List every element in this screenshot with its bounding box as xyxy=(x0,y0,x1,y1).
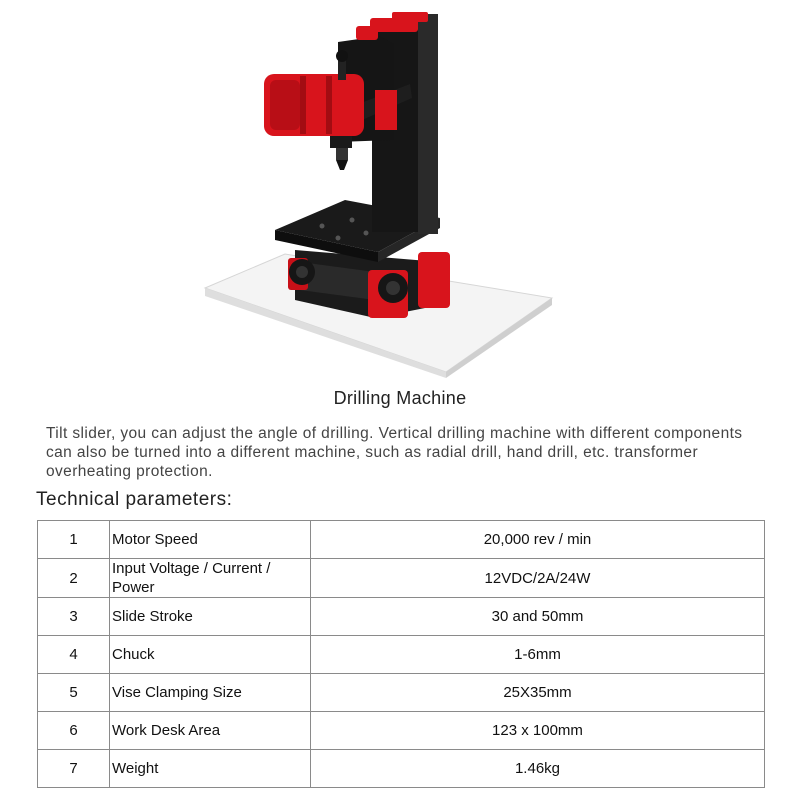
parameter-name: Weight xyxy=(110,750,311,788)
table-row xyxy=(38,674,765,712)
parameter-value: 123 x 100mm xyxy=(311,712,765,750)
parameter-value: 1-6mm xyxy=(311,636,765,674)
table-row xyxy=(38,559,765,598)
parameter-value: 1.46kg xyxy=(311,750,765,788)
product-description: Tilt slider, you can adjust the angle of drilling. Vertical drilling machine with different components can also be turned into a different machine, such as radial drill, hand drill, etc. transformer overheating protection. xyxy=(46,425,743,480)
parameter-name: Slide Stroke xyxy=(110,598,311,636)
parameter-name: Vise Clamping Size xyxy=(110,674,311,712)
row-number: 1 xyxy=(38,521,110,559)
product-caption: Drilling Machine xyxy=(333,388,467,408)
parameter-value: 20,000 rev / min xyxy=(311,521,765,559)
row-number: 5 xyxy=(38,674,110,712)
parameter-value: 30 and 50mm xyxy=(311,598,765,636)
row-number: 2 xyxy=(38,559,110,598)
technical-parameters-table xyxy=(37,520,765,788)
drilling-machine-image xyxy=(200,8,560,378)
section-title: Technical parameters: xyxy=(36,489,233,510)
table-row xyxy=(38,712,765,750)
table-row xyxy=(38,598,765,636)
row-number: 7 xyxy=(38,750,110,788)
parameter-name: Motor Speed xyxy=(110,521,311,559)
table-row xyxy=(38,750,765,788)
parameter-name: Input Voltage / Current / Power xyxy=(110,559,311,598)
parameter-value: 25X35mm xyxy=(311,674,765,712)
row-number: 3 xyxy=(38,598,110,636)
parameter-value: 12VDC/2A/24W xyxy=(311,559,765,598)
parameter-name: Chuck xyxy=(110,636,311,674)
row-number: 6 xyxy=(38,712,110,750)
parameter-name: Work Desk Area xyxy=(110,712,311,750)
row-number: 4 xyxy=(38,636,110,674)
table-row xyxy=(38,636,765,674)
table-row xyxy=(38,521,765,559)
